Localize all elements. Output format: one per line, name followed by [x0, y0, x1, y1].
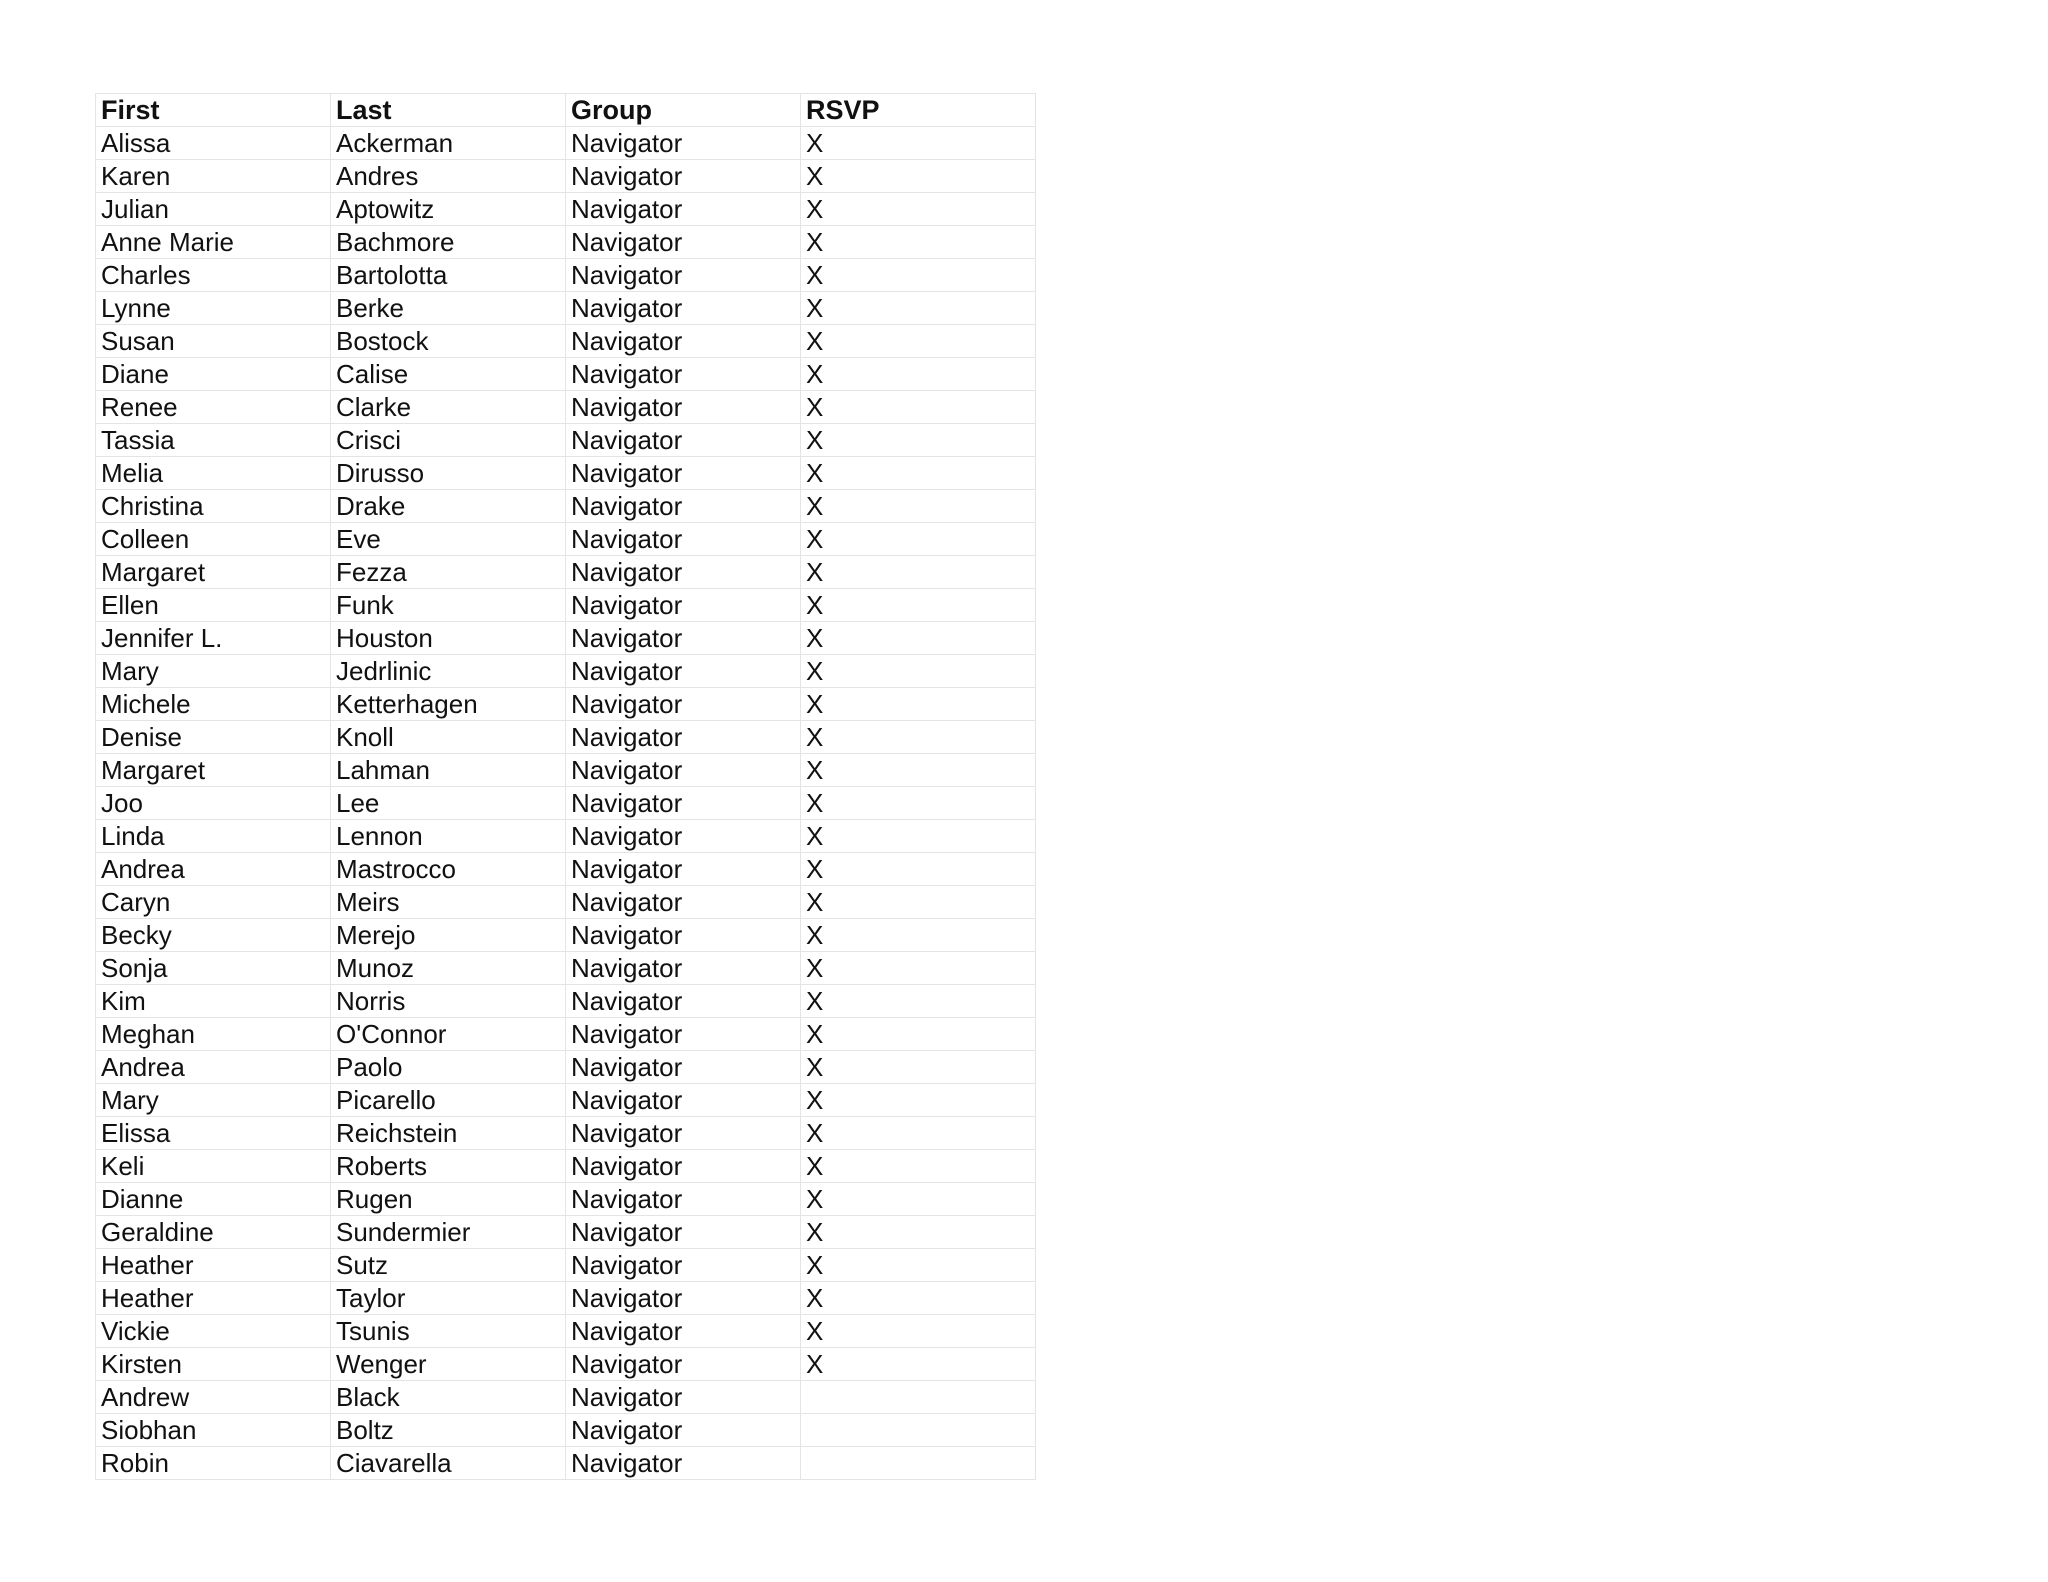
table-row — [96, 985, 1036, 1018]
cell-group: Navigator — [566, 622, 801, 655]
cell-group: Navigator — [566, 391, 801, 424]
cell-group: Navigator — [566, 556, 801, 589]
cell-first: Becky — [96, 919, 331, 952]
cell-first: Keli — [96, 1150, 331, 1183]
cell-rsvp: X — [801, 919, 1036, 952]
cell-last: Lahman — [331, 754, 566, 787]
cell-rsvp — [801, 1414, 1036, 1447]
table-row — [96, 1381, 1036, 1414]
cell-rsvp: X — [801, 1117, 1036, 1150]
column-header-rsvp: RSVP — [801, 94, 1036, 127]
cell-last: Houston — [331, 622, 566, 655]
cell-last: Boltz — [331, 1414, 566, 1447]
cell-group: Navigator — [566, 820, 801, 853]
table-row — [96, 1216, 1036, 1249]
cell-rsvp: X — [801, 325, 1036, 358]
table-row — [96, 490, 1036, 523]
table-row — [96, 688, 1036, 721]
cell-last: Taylor — [331, 1282, 566, 1315]
header-row — [96, 94, 1036, 127]
cell-group: Navigator — [566, 193, 801, 226]
cell-last: Tsunis — [331, 1315, 566, 1348]
cell-rsvp: X — [801, 1051, 1036, 1084]
cell-group: Navigator — [566, 952, 801, 985]
cell-group: Navigator — [566, 1348, 801, 1381]
table-row — [96, 1018, 1036, 1051]
table-row — [96, 160, 1036, 193]
cell-rsvp: X — [801, 193, 1036, 226]
cell-rsvp: X — [801, 1216, 1036, 1249]
cell-rsvp: X — [801, 391, 1036, 424]
cell-first: Andrea — [96, 853, 331, 886]
cell-first: Charles — [96, 259, 331, 292]
cell-rsvp: X — [801, 754, 1036, 787]
cell-last: Sundermier — [331, 1216, 566, 1249]
table-row — [96, 259, 1036, 292]
cell-first: Siobhan — [96, 1414, 331, 1447]
cell-first: Diane — [96, 358, 331, 391]
cell-last: Norris — [331, 985, 566, 1018]
table-body — [96, 127, 1036, 1480]
table-row — [96, 1315, 1036, 1348]
cell-last: Lee — [331, 787, 566, 820]
cell-last: Eve — [331, 523, 566, 556]
cell-last: Reichstein — [331, 1117, 566, 1150]
cell-first: Susan — [96, 325, 331, 358]
cell-last: Jedrlinic — [331, 655, 566, 688]
cell-first: Julian — [96, 193, 331, 226]
cell-group: Navigator — [566, 292, 801, 325]
cell-last: Mastrocco — [331, 853, 566, 886]
cell-group: Navigator — [566, 1084, 801, 1117]
cell-group: Navigator — [566, 919, 801, 952]
cell-group: Navigator — [566, 1018, 801, 1051]
cell-last: Ketterhagen — [331, 688, 566, 721]
rsvp-table — [95, 93, 1036, 1480]
cell-rsvp — [801, 1447, 1036, 1480]
cell-first: Geraldine — [96, 1216, 331, 1249]
cell-rsvp: X — [801, 226, 1036, 259]
cell-group: Navigator — [566, 127, 801, 160]
cell-first: Sonja — [96, 952, 331, 985]
column-header-group: Group — [566, 94, 801, 127]
table-row — [96, 325, 1036, 358]
cell-last: Fezza — [331, 556, 566, 589]
cell-group: Navigator — [566, 688, 801, 721]
cell-last: Black — [331, 1381, 566, 1414]
cell-last: Lennon — [331, 820, 566, 853]
cell-last: Clarke — [331, 391, 566, 424]
cell-rsvp: X — [801, 490, 1036, 523]
cell-first: Heather — [96, 1249, 331, 1282]
cell-last: Calise — [331, 358, 566, 391]
cell-group: Navigator — [566, 226, 801, 259]
cell-rsvp: X — [801, 556, 1036, 589]
cell-last: Knoll — [331, 721, 566, 754]
cell-group: Navigator — [566, 1117, 801, 1150]
table-row — [96, 622, 1036, 655]
cell-last: Drake — [331, 490, 566, 523]
cell-rsvp: X — [801, 1183, 1036, 1216]
column-header-last: Last — [331, 94, 566, 127]
table-row — [96, 721, 1036, 754]
table-row — [96, 655, 1036, 688]
cell-last: O'Connor — [331, 1018, 566, 1051]
cell-group: Navigator — [566, 1051, 801, 1084]
cell-last: Berke — [331, 292, 566, 325]
cell-last: Dirusso — [331, 457, 566, 490]
cell-last: Merejo — [331, 919, 566, 952]
cell-group: Navigator — [566, 1183, 801, 1216]
cell-first: Melia — [96, 457, 331, 490]
cell-rsvp: X — [801, 820, 1036, 853]
cell-first: Kim — [96, 985, 331, 1018]
cell-rsvp: X — [801, 853, 1036, 886]
cell-rsvp: X — [801, 688, 1036, 721]
cell-first: Margaret — [96, 556, 331, 589]
cell-last: Munoz — [331, 952, 566, 985]
table-row — [96, 292, 1036, 325]
cell-rsvp: X — [801, 655, 1036, 688]
table-row — [96, 358, 1036, 391]
cell-rsvp: X — [801, 787, 1036, 820]
table-row — [96, 226, 1036, 259]
cell-first: Colleen — [96, 523, 331, 556]
cell-first: Elissa — [96, 1117, 331, 1150]
cell-first: Heather — [96, 1282, 331, 1315]
cell-rsvp: X — [801, 886, 1036, 919]
cell-first: Tassia — [96, 424, 331, 457]
table-row — [96, 391, 1036, 424]
cell-last: Aptowitz — [331, 193, 566, 226]
cell-group: Navigator — [566, 1150, 801, 1183]
table-row — [96, 1447, 1036, 1480]
cell-group: Navigator — [566, 1282, 801, 1315]
cell-group: Navigator — [566, 1315, 801, 1348]
cell-rsvp: X — [801, 1249, 1036, 1282]
table-row — [96, 820, 1036, 853]
cell-last: Picarello — [331, 1084, 566, 1117]
column-header-first: First — [96, 94, 331, 127]
cell-rsvp: X — [801, 160, 1036, 193]
cell-first: Renee — [96, 391, 331, 424]
table-row — [96, 1414, 1036, 1447]
cell-group: Navigator — [566, 886, 801, 919]
table-row — [96, 1117, 1036, 1150]
cell-last: Andres — [331, 160, 566, 193]
cell-first: Ellen — [96, 589, 331, 622]
cell-last: Ackerman — [331, 127, 566, 160]
cell-last: Bachmore — [331, 226, 566, 259]
cell-group: Navigator — [566, 787, 801, 820]
cell-group: Navigator — [566, 160, 801, 193]
cell-last: Paolo — [331, 1051, 566, 1084]
cell-first: Vickie — [96, 1315, 331, 1348]
cell-group: Navigator — [566, 1414, 801, 1447]
cell-last: Crisci — [331, 424, 566, 457]
cell-rsvp — [801, 1381, 1036, 1414]
cell-first: Christina — [96, 490, 331, 523]
cell-first: Denise — [96, 721, 331, 754]
cell-group: Navigator — [566, 1216, 801, 1249]
cell-first: Andrea — [96, 1051, 331, 1084]
cell-group: Navigator — [566, 853, 801, 886]
cell-rsvp: X — [801, 721, 1036, 754]
cell-rsvp: X — [801, 1150, 1036, 1183]
cell-rsvp: X — [801, 1315, 1036, 1348]
cell-first: Anne Marie — [96, 226, 331, 259]
table-row — [96, 1084, 1036, 1117]
cell-group: Navigator — [566, 655, 801, 688]
cell-last: Wenger — [331, 1348, 566, 1381]
cell-rsvp: X — [801, 523, 1036, 556]
cell-first: Alissa — [96, 127, 331, 160]
table-row — [96, 853, 1036, 886]
cell-group: Navigator — [566, 754, 801, 787]
cell-last: Bartolotta — [331, 259, 566, 292]
cell-last: Meirs — [331, 886, 566, 919]
cell-first: Andrew — [96, 1381, 331, 1414]
cell-group: Navigator — [566, 1381, 801, 1414]
cell-first: Karen — [96, 160, 331, 193]
table-row — [96, 193, 1036, 226]
cell-group: Navigator — [566, 424, 801, 457]
cell-group: Navigator — [566, 358, 801, 391]
cell-rsvp: X — [801, 952, 1036, 985]
table-row — [96, 424, 1036, 457]
cell-rsvp: X — [801, 292, 1036, 325]
table-row — [96, 1183, 1036, 1216]
table-row — [96, 127, 1036, 160]
cell-rsvp: X — [801, 424, 1036, 457]
cell-first: Mary — [96, 655, 331, 688]
cell-first: Michele — [96, 688, 331, 721]
cell-rsvp: X — [801, 1084, 1036, 1117]
cell-last: Bostock — [331, 325, 566, 358]
cell-rsvp: X — [801, 358, 1036, 391]
cell-rsvp: X — [801, 1282, 1036, 1315]
cell-first: Joo — [96, 787, 331, 820]
cell-last: Ciavarella — [331, 1447, 566, 1480]
cell-group: Navigator — [566, 1249, 801, 1282]
table-row — [96, 457, 1036, 490]
table-row — [96, 1051, 1036, 1084]
cell-last: Sutz — [331, 1249, 566, 1282]
cell-group: Navigator — [566, 721, 801, 754]
cell-rsvp: X — [801, 127, 1036, 160]
table-row — [96, 754, 1036, 787]
table-row — [96, 952, 1036, 985]
cell-rsvp: X — [801, 622, 1036, 655]
table-row — [96, 523, 1036, 556]
cell-first: Margaret — [96, 754, 331, 787]
table-row — [96, 556, 1036, 589]
cell-first: Mary — [96, 1084, 331, 1117]
cell-first: Meghan — [96, 1018, 331, 1051]
cell-first: Lynne — [96, 292, 331, 325]
cell-group: Navigator — [566, 1447, 801, 1480]
table-row — [96, 886, 1036, 919]
cell-first: Dianne — [96, 1183, 331, 1216]
cell-first: Kirsten — [96, 1348, 331, 1381]
table-row — [96, 1282, 1036, 1315]
table-row — [96, 787, 1036, 820]
cell-group: Navigator — [566, 490, 801, 523]
cell-rsvp: X — [801, 985, 1036, 1018]
cell-group: Navigator — [566, 457, 801, 490]
cell-first: Jennifer L. — [96, 622, 331, 655]
cell-group: Navigator — [566, 259, 801, 292]
table-row — [96, 1348, 1036, 1381]
cell-group: Navigator — [566, 985, 801, 1018]
cell-rsvp: X — [801, 259, 1036, 292]
cell-last: Funk — [331, 589, 566, 622]
cell-last: Rugen — [331, 1183, 566, 1216]
cell-rsvp: X — [801, 1018, 1036, 1051]
cell-group: Navigator — [566, 325, 801, 358]
cell-group: Navigator — [566, 589, 801, 622]
table-row — [96, 589, 1036, 622]
cell-rsvp: X — [801, 589, 1036, 622]
table-row — [96, 1150, 1036, 1183]
cell-last: Roberts — [331, 1150, 566, 1183]
cell-group: Navigator — [566, 523, 801, 556]
cell-rsvp: X — [801, 457, 1036, 490]
cell-first: Linda — [96, 820, 331, 853]
cell-first: Caryn — [96, 886, 331, 919]
cell-first: Robin — [96, 1447, 331, 1480]
table-row — [96, 1249, 1036, 1282]
cell-rsvp: X — [801, 1348, 1036, 1381]
table-row — [96, 919, 1036, 952]
